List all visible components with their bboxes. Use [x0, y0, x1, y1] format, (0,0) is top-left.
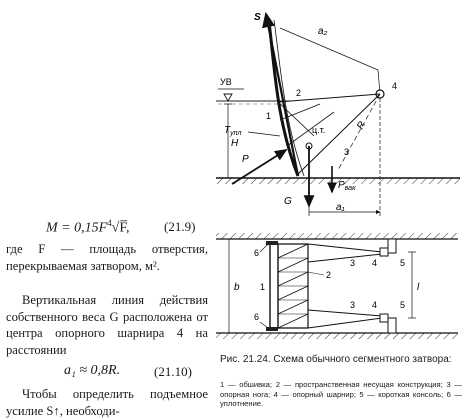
label-2-plan: 2	[326, 270, 332, 280]
label-2-elev: 2	[296, 88, 302, 98]
figure-caption: Рис. 21.24. Схема обычного сегментного затвора:	[220, 354, 452, 365]
hinge-bottom	[380, 314, 388, 322]
label-5-bottom: 5	[400, 300, 406, 310]
label-r: R	[355, 119, 369, 132]
label-g: G	[284, 196, 292, 207]
segment-gate-figure	[214, 0, 463, 352]
formula-21-9-root-index: 4	[107, 218, 112, 228]
figure-legend: 1 — обшивка; 2 — пространственная несущая конструкция; 3 — опорная нога; 4 — опорный шарнир; 5 — короткая консоль; 6 — уплотнение.	[220, 380, 462, 409]
label-6-bottom: 6	[254, 312, 260, 322]
equation-number-21-10: (21.10)	[154, 364, 192, 379]
label-3-top: 3	[350, 258, 356, 268]
formula-21-9	[46, 218, 130, 237]
label-tupl: $T_{упл}$	[224, 125, 242, 137]
console-top	[388, 239, 396, 253]
label-s: S	[254, 12, 261, 23]
paragraph-lifting-force: Чтобы определить подъемное усилие S↑, необходи-	[6, 387, 208, 418]
water-level-marker	[224, 94, 232, 101]
label-l: l	[417, 282, 420, 293]
elevation-view	[216, 12, 460, 216]
dim-a2	[280, 28, 378, 70]
hinge-top	[380, 248, 388, 256]
label-a2: a₂	[318, 26, 328, 37]
support-arm-lower	[298, 94, 380, 174]
radius-line	[338, 94, 380, 170]
paragraph-weight-line: Вертикальная линия действия собственного веса G расположена от центра опорного шарнира 4 на расстоянии	[6, 293, 208, 357]
support-leg-top	[308, 244, 382, 252]
label-1-plan: 1	[260, 282, 266, 292]
label-h: H	[231, 138, 239, 149]
paragraph-area-definition: где F — площадь отверстия, перекрываемая затвором, м².	[6, 242, 208, 273]
skin-plate-plan	[270, 244, 278, 328]
figure-column	[214, 0, 463, 419]
label-1-elev: 1	[266, 111, 272, 121]
label-b: b	[234, 282, 240, 293]
label-4-top: 4	[372, 258, 378, 268]
label-a1: a₁	[336, 202, 345, 213]
formula-21-10	[64, 363, 120, 379]
label-5-top: 5	[400, 258, 406, 268]
equation-number-21-9: (21.9)	[164, 219, 196, 234]
label-4-bottom: 4	[372, 300, 378, 310]
text-column	[6, 0, 212, 419]
support-arm-upper	[278, 94, 380, 102]
label-p: P	[242, 154, 249, 165]
label-3-elev: 3	[344, 147, 350, 157]
label-ct: ц.т.	[312, 125, 326, 135]
label-3-bottom: 3	[350, 300, 356, 310]
label-pvak: $P_{вак}$	[338, 180, 356, 192]
formula-21-9-lhs: M = 0,15F	[46, 220, 108, 236]
label-4: 4	[392, 81, 398, 91]
formula-21-9-root: √F̅,	[111, 220, 130, 236]
formula-21-10-expression: a₁ ≈ 0,8R.	[64, 363, 121, 378]
console-bottom	[388, 318, 396, 333]
label-6-top: 6	[254, 248, 260, 258]
pier-bottom-hatch	[216, 333, 458, 339]
support-leg-bottom	[308, 318, 382, 328]
pier-top-hatch	[216, 233, 458, 239]
label-uv: УВ	[220, 77, 232, 87]
plan-view	[216, 233, 458, 339]
